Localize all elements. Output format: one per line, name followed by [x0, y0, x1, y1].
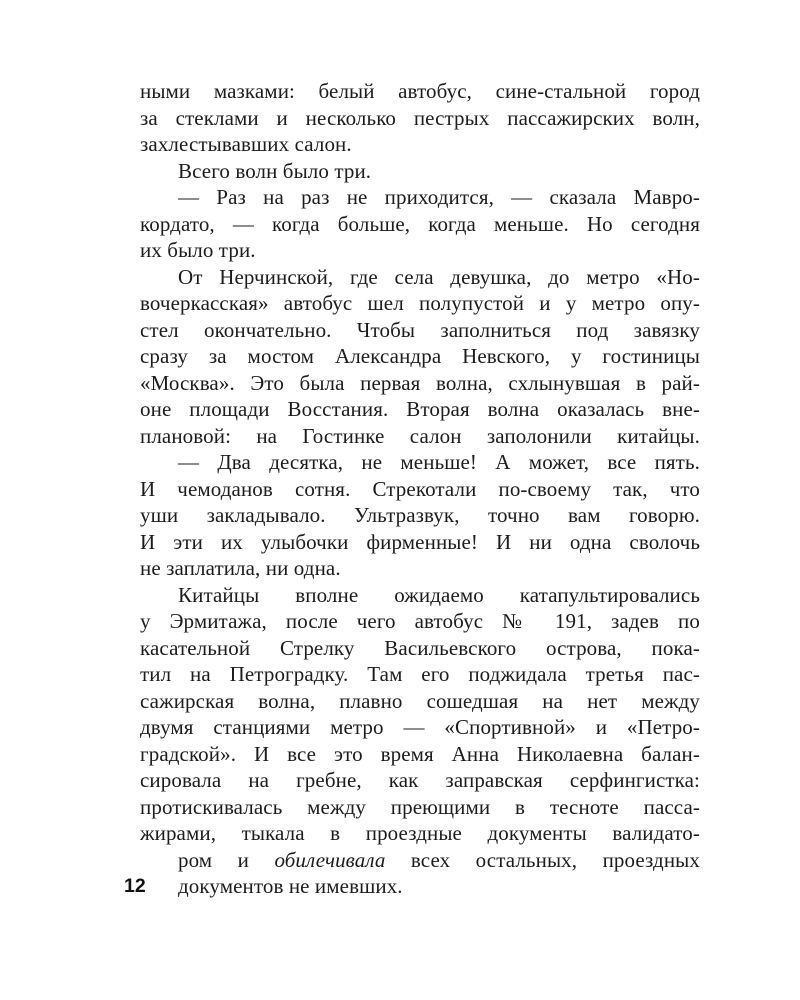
text-line: — Два десятка, не меньше! А может, все пять. — [178, 450, 700, 474]
text-segment: всех остальных, проездных — [385, 847, 700, 872]
text-line: «Москва». Это была первая волна, схлынувшая в рай- — [140, 370, 700, 395]
text-line: — Раз на раз не приходится, — сказала Мавро- — [178, 185, 700, 209]
page-number: 12 — [124, 875, 146, 897]
text-line: градской». И все это время Анна Николаевна балан- — [140, 741, 700, 766]
text-segment: ром и — [178, 847, 275, 872]
text-line: вочеркасская» автобус шел полупустой и у метро опу- — [140, 291, 700, 315]
text-line: И чемоданов сотня. Стрекотали по-своему так, что — [140, 476, 700, 501]
text-line: протискивалась между преющими в тесноте пасса- — [140, 794, 700, 819]
text-line: их было три. — [140, 238, 256, 262]
italic-word: обилечивала — [274, 847, 386, 872]
text-line: не заплатила, ни одна. — [140, 556, 341, 580]
text-line: плановой: на Гостинке салон заполонили китайцы. — [140, 423, 700, 448]
text-line: оне площади Восстания. Вторая волна оказалась вне- — [140, 397, 700, 421]
text-line: у Эрмитажа, после чего автобус № 191, задев по — [140, 609, 700, 633]
text-line: И эти их улыбочки фирменные! И ни одна сволочь — [140, 529, 700, 554]
text-line: уши закладывало. Ультразвук, точно вам говорю. — [140, 503, 700, 527]
text-line: кордато, — когда больше, когда меньше. Но сегодня — [140, 211, 700, 236]
text-line: захлестывавших салон. — [140, 132, 352, 156]
text-line: жирами, тыкала в проездные документы валидато- — [140, 821, 700, 845]
text-line: сразу за мостом Александра Невского, у гостиницы — [140, 344, 700, 368]
text-line: Всего волн было три. — [178, 158, 372, 183]
text-line: стел окончательно. Чтобы заполниться под завязку — [140, 317, 700, 342]
text-line: за стеклами и несколько пестрых пассажирских волн, — [140, 105, 700, 130]
text-line: Китайцы вполне ожидаемо катапультировались — [178, 582, 700, 607]
text-line: сажирская волна, плавно сошедшая на нет между — [140, 688, 700, 713]
text-line: касательной Стрелку Васильевского острова, пока- — [140, 635, 700, 660]
text-line: документов не имевших. — [178, 874, 403, 898]
text-line: ными мазками: белый автобус, сине-стальной город — [140, 79, 700, 103]
text-line: От Нерчинской, где села девушка, до метро «Но- — [178, 264, 700, 289]
text-column — [140, 78, 700, 900]
text-line — [178, 847, 700, 874]
text-line: тил на Петроградку. Там его поджидала третья пас- — [140, 662, 700, 686]
text-line: сировала на гребне, как заправская серфингистка: — [140, 768, 700, 792]
text-line: двумя станциями метро — «Спортивной» и «Петро- — [140, 715, 700, 739]
